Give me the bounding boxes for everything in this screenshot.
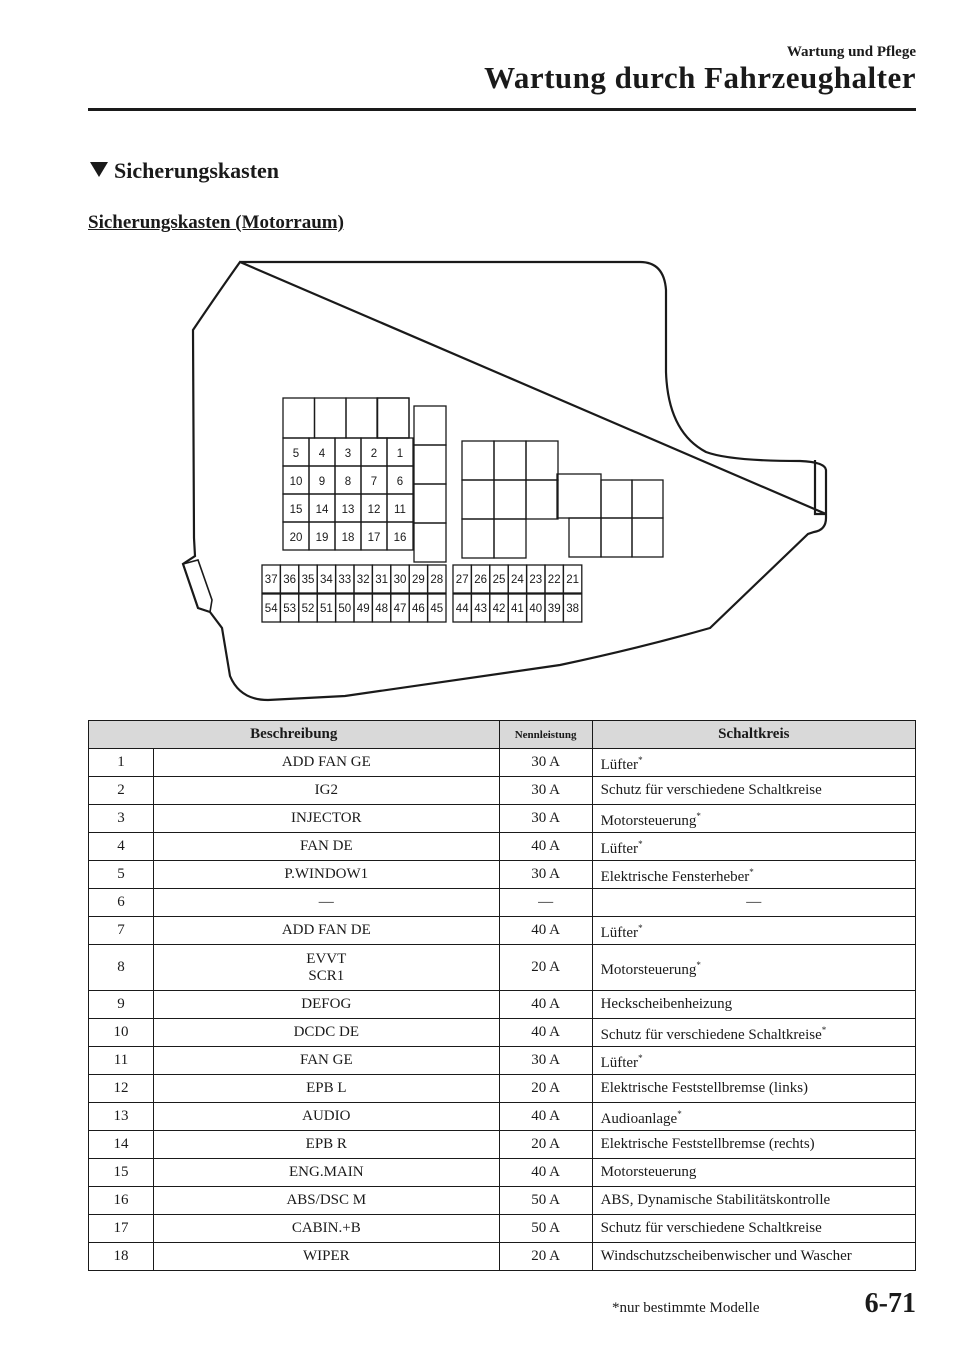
- relay-slot: [494, 441, 526, 480]
- fuse-rating-cell: 30 A: [499, 749, 592, 777]
- fuse-number-cell: 17: [89, 1215, 154, 1243]
- circuit-text: ABS, Dynamische Stabilitätskontrolle: [600, 1192, 831, 1208]
- fuse-name: WIPER: [302, 1248, 350, 1264]
- fuse-name: AUDIO: [302, 1108, 351, 1124]
- fuse-number-cell: 10: [89, 1019, 154, 1047]
- header-circuit: Schaltkreis: [592, 721, 915, 749]
- fuse-number: 19: [315, 532, 329, 544]
- fuse-name-cell: [154, 1075, 500, 1103]
- fuse-number: 45: [430, 603, 444, 615]
- fuse-number-cell: 2: [89, 777, 154, 805]
- fuse-name-cell: [154, 833, 500, 861]
- footnote-marker: *: [696, 959, 701, 970]
- fuse-name-cell: [154, 1019, 500, 1047]
- relay-slot: [462, 480, 494, 519]
- table-row: [89, 861, 916, 889]
- fuse-number: 40: [529, 603, 543, 615]
- relay-slot: [414, 406, 446, 445]
- fuse-circuit-cell: [592, 991, 915, 1019]
- fuse-circuit-cell: [592, 945, 915, 991]
- fuse-rating-cell: 40 A: [499, 833, 592, 861]
- fuse-number-cell: 8: [89, 945, 154, 991]
- relay-slot: [601, 480, 632, 518]
- fuse-number: 31: [375, 574, 388, 586]
- table-row: [89, 945, 916, 991]
- fuse-rating-cell: 40 A: [499, 1019, 592, 1047]
- fuse-number: 42: [492, 603, 506, 615]
- fuse-rating-cell: 40 A: [499, 991, 592, 1019]
- table-row: [89, 889, 916, 917]
- fuse-number-cell: 1: [89, 749, 154, 777]
- fuse-number: 20: [289, 532, 303, 544]
- fuse-name: ABS/DSC M: [286, 1192, 367, 1208]
- fuse-number: 27: [455, 574, 469, 586]
- table-row: [89, 1103, 916, 1131]
- fuse-number-cell: 16: [89, 1187, 154, 1215]
- fuse-circuit-cell: [592, 1047, 915, 1075]
- fuse-number: 30: [393, 574, 407, 586]
- fuse-name-cell: [154, 945, 500, 991]
- fuse-number: 8: [344, 476, 352, 488]
- fuse-rating-cell: 20 A: [499, 1131, 592, 1159]
- relay-slot: [526, 480, 558, 519]
- fuse-name-cell: [154, 1215, 500, 1243]
- fuse-number: 1: [396, 448, 404, 460]
- fuse-number: 53: [283, 603, 296, 615]
- fuse-name: —: [318, 894, 334, 910]
- footnote-marker: *: [638, 838, 643, 849]
- circuit-text: Lüfter: [600, 1054, 639, 1071]
- table-row: [89, 917, 916, 945]
- fuse-name: P.WINDOW1: [284, 866, 369, 882]
- fuse-circuit-cell: [592, 861, 915, 889]
- circuit-text: Lüfter: [600, 924, 639, 941]
- fuse-rating-cell: 40 A: [499, 1159, 592, 1187]
- fuse-number-cell: 13: [89, 1103, 154, 1131]
- table-row: [89, 749, 916, 777]
- fuse-number: 32: [356, 574, 370, 586]
- circuit-text: Audioanlage: [600, 1110, 678, 1127]
- fuse-circuit-cell: [592, 1131, 915, 1159]
- fuse-name: FAN GE: [299, 1052, 353, 1068]
- fuse-name-cell: [154, 805, 500, 833]
- fuse-number: 37: [264, 574, 278, 586]
- relay-slot: [315, 398, 347, 438]
- table-row: [89, 1075, 916, 1103]
- fuse-number: 38: [566, 603, 579, 615]
- fuse-number: 41: [511, 603, 524, 615]
- fuse-name-cell: [154, 1047, 500, 1075]
- fuse-number: 54: [264, 603, 278, 615]
- fuse-circuit-cell: [592, 1019, 915, 1047]
- fuse-number: 10: [289, 476, 303, 488]
- fuse-circuit-cell: [592, 833, 915, 861]
- fuse-number: 28: [430, 574, 444, 586]
- fuse-name: IG2: [314, 782, 338, 798]
- fuse-number-cell: 14: [89, 1131, 154, 1159]
- fuse-number: 17: [367, 532, 381, 544]
- running-header-chapter: Wartung durch Fahrzeughalter: [484, 60, 916, 95]
- relay-slot: [557, 474, 601, 518]
- fuse-number: 21: [566, 574, 579, 586]
- relay-slot: [462, 519, 494, 558]
- fuse-rating-cell: —: [499, 889, 592, 917]
- footnote-marker: *: [638, 922, 643, 933]
- fuse-number: 22: [547, 574, 561, 586]
- relay-slot: [414, 484, 446, 523]
- table-header-row: [89, 721, 916, 749]
- fuse-name-cell: [154, 1131, 500, 1159]
- fuse-rating-cell: 30 A: [499, 861, 592, 889]
- fuse-name-cell: [154, 749, 500, 777]
- fuse-number: 52: [301, 603, 315, 615]
- fuse-name-cell: [154, 1243, 500, 1271]
- relay-slot: [346, 398, 378, 438]
- fuse-rating-cell: 20 A: [499, 1075, 592, 1103]
- fuse-circuit-cell: [592, 917, 915, 945]
- fuse-number-cell: 9: [89, 991, 154, 1019]
- fuse-number-cell: 15: [89, 1159, 154, 1187]
- table-row: [89, 1159, 916, 1187]
- connector-tab: [183, 560, 212, 612]
- table-row: [89, 1047, 916, 1075]
- fuse-number: 24: [511, 574, 524, 586]
- fuse-number: 13: [341, 504, 355, 516]
- fuse-number: 51: [320, 603, 333, 615]
- fuse-number: 23: [529, 574, 543, 586]
- relay-slot: [569, 518, 601, 557]
- fuse-name-cell: [154, 861, 500, 889]
- fuse-name-cell: [154, 991, 500, 1019]
- fuse-number: 6: [396, 476, 404, 488]
- fuse-number: 26: [474, 574, 487, 586]
- fuse-number: 47: [393, 603, 407, 615]
- fuse-number: 36: [283, 574, 296, 586]
- relay-slot: [462, 441, 494, 480]
- fuse-number: 29: [412, 574, 425, 586]
- relay-slot: [601, 518, 632, 557]
- fuse-circuit-cell: [592, 889, 915, 917]
- fuse-name: EPB R: [305, 1136, 347, 1152]
- relay-slot: [494, 480, 526, 519]
- table-row: [89, 1019, 916, 1047]
- fuse-name-cell: [154, 777, 500, 805]
- fuse-name: EPB L: [306, 1080, 347, 1096]
- circuit-text: Schutz für verschiedene Schaltkreise: [600, 782, 822, 798]
- fuse-name: DCDC DE: [293, 1024, 359, 1040]
- fuse-name-cell: [154, 889, 500, 917]
- page-number: 6-71: [864, 1288, 916, 1319]
- circuit-text: Elektrische Fensterheber: [600, 868, 750, 885]
- fuse-rating-cell: 30 A: [499, 777, 592, 805]
- circuit-text: Schutz für verschiedene Schaltkreise: [600, 1026, 822, 1043]
- table-row: [89, 1215, 916, 1243]
- fuse-circuit-cell: [592, 749, 915, 777]
- fuse-number: 9: [318, 476, 326, 488]
- fuse-number: 35: [301, 574, 315, 586]
- circuit-text: Lüfter: [600, 756, 639, 773]
- fuse-number-cell: 11: [89, 1047, 154, 1075]
- circuit-text: Elektrische Feststellbremse (links): [600, 1080, 809, 1096]
- fuse-name-cell: [154, 1103, 500, 1131]
- circuit-text: Schutz für verschiedene Schaltkreise: [600, 1220, 822, 1236]
- fuse-circuit-cell: [592, 1103, 915, 1131]
- header-rating: Nennleistung: [499, 721, 592, 749]
- table-row: [89, 1187, 916, 1215]
- circuit-text: Motorsteuerung: [600, 961, 697, 978]
- running-header-section: Wartung und Pflege: [786, 44, 916, 60]
- table-row: [89, 1131, 916, 1159]
- fuse-name-cell: [154, 1187, 500, 1215]
- fuse-name: FAN DE: [299, 838, 353, 854]
- relay-slot: [526, 441, 558, 480]
- fuse-name: ADD FAN GE: [281, 754, 371, 770]
- fuse-circuit-cell: [592, 1215, 915, 1243]
- circuit-text: Lüfter: [600, 840, 639, 857]
- fuse-rating-cell: 20 A: [499, 945, 592, 991]
- fuse-number-cell: 12: [89, 1075, 154, 1103]
- fuse-rating-cell: 30 A: [499, 805, 592, 833]
- subsection-title: Sicherungskasten (Motorraum): [88, 212, 344, 233]
- fuse-number: 33: [338, 574, 352, 586]
- fuse-name-cell: [154, 917, 500, 945]
- fuse-number: 16: [393, 532, 407, 544]
- fuse-box-outline: [183, 262, 826, 700]
- table-row: [89, 1243, 916, 1271]
- circuit-text: Motorsteuerung: [600, 812, 697, 829]
- fuse-number: 50: [338, 603, 352, 615]
- fuse-rating-cell: 50 A: [499, 1215, 592, 1243]
- relay-slot: [377, 398, 409, 438]
- footnote-marker: *: [638, 754, 643, 765]
- fuse-number-cell: 3: [89, 805, 154, 833]
- fuse-circuit-cell: [592, 1159, 915, 1187]
- relay-slot: [494, 519, 526, 558]
- fuse-number-cell: 7: [89, 917, 154, 945]
- fuse-number: 12: [367, 504, 381, 516]
- fuse-name-cell: [154, 1159, 500, 1187]
- fuse-number: 5: [292, 448, 300, 460]
- table-row: [89, 833, 916, 861]
- circuit-text: Windschutzscheibenwischer und Wascher: [600, 1248, 852, 1264]
- section-title-text: Sicherungskasten: [114, 158, 280, 183]
- fuse-number: 34: [320, 574, 333, 586]
- fuse-number: 49: [356, 603, 370, 615]
- fuse-number: 11: [394, 504, 406, 516]
- table-row: [89, 777, 916, 805]
- fuse-number: 43: [474, 603, 487, 615]
- fuse-name-second: SCR1: [308, 967, 345, 984]
- table-row: [89, 805, 916, 833]
- fuse-circuit-cell: [592, 805, 915, 833]
- table-row: [89, 991, 916, 1019]
- fuse-rating-cell: 40 A: [499, 917, 592, 945]
- fuse-number: 15: [289, 504, 303, 516]
- relay-slot: [378, 398, 410, 438]
- fuse-number: 48: [375, 603, 388, 615]
- circuit-text: Elektrische Feststellbremse (rechts): [600, 1136, 815, 1152]
- footnote-marker: *: [749, 866, 754, 877]
- fuse-name: DEFOG: [301, 996, 352, 1012]
- fuse-number: 14: [315, 504, 329, 516]
- fuse-number: 2: [370, 448, 378, 460]
- fuse-circuit-cell: [592, 777, 915, 805]
- fuse-name: CABIN.+B: [291, 1220, 361, 1236]
- relay-slot: [632, 518, 663, 557]
- fuse-number: 44: [455, 603, 469, 615]
- circuit-text: —: [746, 894, 762, 910]
- fuse-table: [88, 720, 916, 1271]
- fuse-name: ADD FAN DE: [281, 922, 371, 938]
- header-description: Beschreibung: [89, 721, 500, 749]
- fuse-rating-cell: 50 A: [499, 1187, 592, 1215]
- fuse-name: INJECTOR: [291, 810, 362, 826]
- circuit-text: Heckscheibenheizung: [600, 996, 733, 1012]
- fuse-rating-cell: 20 A: [499, 1243, 592, 1271]
- fuse-circuit-cell: [592, 1243, 915, 1271]
- fuse-number: 3: [344, 448, 352, 460]
- fuse-rating-cell: 30 A: [499, 1047, 592, 1075]
- footnote-marker: *: [677, 1108, 682, 1119]
- fuse-number: 18: [341, 532, 355, 544]
- fuse-number: 4: [318, 448, 326, 460]
- fuse-number-cell: 18: [89, 1243, 154, 1271]
- footnote-marker: *: [638, 1052, 643, 1063]
- fuse-number-cell: 4: [89, 833, 154, 861]
- footnote-marker: *: [821, 1024, 827, 1035]
- fuse-circuit-cell: [592, 1187, 915, 1215]
- fuse-number: 46: [412, 603, 425, 615]
- fuse-rating-cell: 40 A: [499, 1103, 592, 1131]
- circuit-text: Motorsteuerung: [600, 1164, 697, 1180]
- fuse-number: 39: [547, 603, 561, 615]
- fuse-number-cell: 6: [89, 889, 154, 917]
- fuse-number: 25: [492, 574, 506, 586]
- footnote: *nur bestimmte Modelle: [612, 1300, 760, 1316]
- fuse-name: EVVT: [306, 950, 347, 967]
- fuse-name: ENG.MAIN: [289, 1164, 364, 1180]
- fuse-circuit-cell: [592, 1075, 915, 1103]
- fuse-number-cell: 5: [89, 861, 154, 889]
- relay-slot: [414, 523, 446, 562]
- relay-slot: [414, 445, 446, 484]
- relay-slot: [283, 398, 315, 438]
- footnote-marker: *: [696, 810, 701, 821]
- relay-slot: [632, 480, 663, 518]
- fuse-number: 7: [370, 476, 378, 488]
